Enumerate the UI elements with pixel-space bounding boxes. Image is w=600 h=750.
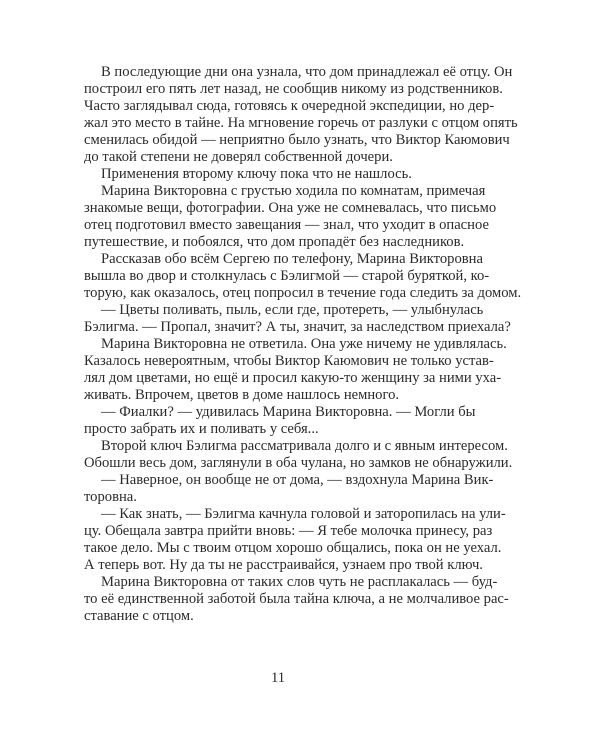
text-line: до такой степени не доверял собственной дочери. — [84, 149, 393, 165]
text-line: торую, как оказалось, отец попросил в течение года следить за домом. — [84, 285, 522, 301]
text-line: — Фиалки? — удивилась Марина Викторовна. — Могли бы — [101, 404, 476, 420]
text-line: Марина Викторовна от таких слов чуть не расплакалась — буд- — [101, 574, 498, 590]
text-line: построил его пять лет назад, не сообщив никому из родственников. — [84, 81, 503, 97]
text-line: Казалось невероятным, чтобы Виктор Каюмович не только устав- — [84, 353, 494, 369]
text-line: вышла во двор и столкнулась с Бэлигмой — старой буряткой, ко- — [84, 268, 490, 284]
text-line: А теперь вот. Ну да ты не расстраивайся, узнаем про твой ключ. — [84, 557, 483, 573]
text-line: торовна. — [84, 489, 137, 505]
text-line: то её единственной заботой была тайна ключа, а не молчаливое рас- — [84, 591, 509, 607]
page-number: 11 — [270, 670, 286, 686]
text-line: живать. Впрочем, цветов в доме нашлось немного. — [84, 387, 400, 403]
text-line: Второй ключ Бэлигма рассматривала долго и с явным интересом. — [101, 438, 508, 454]
text-line: жал это место в тайне. На мгновение горечь от разлуки с отцом опять — [84, 115, 518, 131]
text-line: просто забрать их и поливать у себя... — [84, 421, 319, 437]
text-line: такое дело. Мы с твоим отцом хорошо общались, пока он не уехал. — [84, 540, 502, 556]
text-line: — Наверное, он вообще не от дома, — вздохнула Марина Вик- — [101, 472, 494, 488]
text-line: — Как знать, — Бэлигма качнула головой и заторопилась на ули- — [101, 506, 506, 522]
text-line: отец подготовил вместо завещания — знал, что уходит в опасное — [84, 217, 489, 233]
text-line: Бэлигма. — Пропал, значит? А ты, значит, за наследством приехала? — [84, 319, 511, 335]
text-line: цу. Обещала завтра прийти вновь: — Я тебе молочка принесу, раз — [84, 523, 493, 539]
text-line: знакомые вещи, фотографии. Она уже не сомневалась, что письмо — [84, 200, 497, 216]
page-body-text — [84, 64, 522, 625]
text-line: Рассказав обо всём Сергею по телефону, Марина Викторовна — [101, 251, 483, 267]
text-line: лял дом цветами, но ещё и просил какую-то женщину за ними уха- — [84, 370, 502, 386]
text-line: Применения второму ключу пока что не нашлось. — [101, 166, 412, 182]
text-line: — Цветы поливать, пыль, если где, протереть, — улыбнулась — [101, 302, 484, 318]
text-line: Марина Викторовна с грустью ходила по комнатам, примечая — [101, 183, 486, 199]
text-line: Часто заглядывал сюда, готовясь к очередной экспедиции, но дер- — [84, 98, 495, 114]
text-line: путешествие, и побоялся, что дом пропадёт без наследников. — [84, 234, 465, 250]
text-line: сменилась обидой — неприятно было узнать, что Виктор Каюмович — [84, 132, 510, 148]
text-line: ставание с отцом. — [84, 608, 194, 624]
text-line: Обошли весь дом, заглянули в оба чулана, но замков не обнаружили. — [84, 455, 513, 471]
text-line: В последующие дни она узнала, что дом принадлежал её отцу. Он — [101, 64, 513, 80]
text-line: Марина Викторовна не ответила. Она уже ничему не удивлялась. — [101, 336, 507, 352]
